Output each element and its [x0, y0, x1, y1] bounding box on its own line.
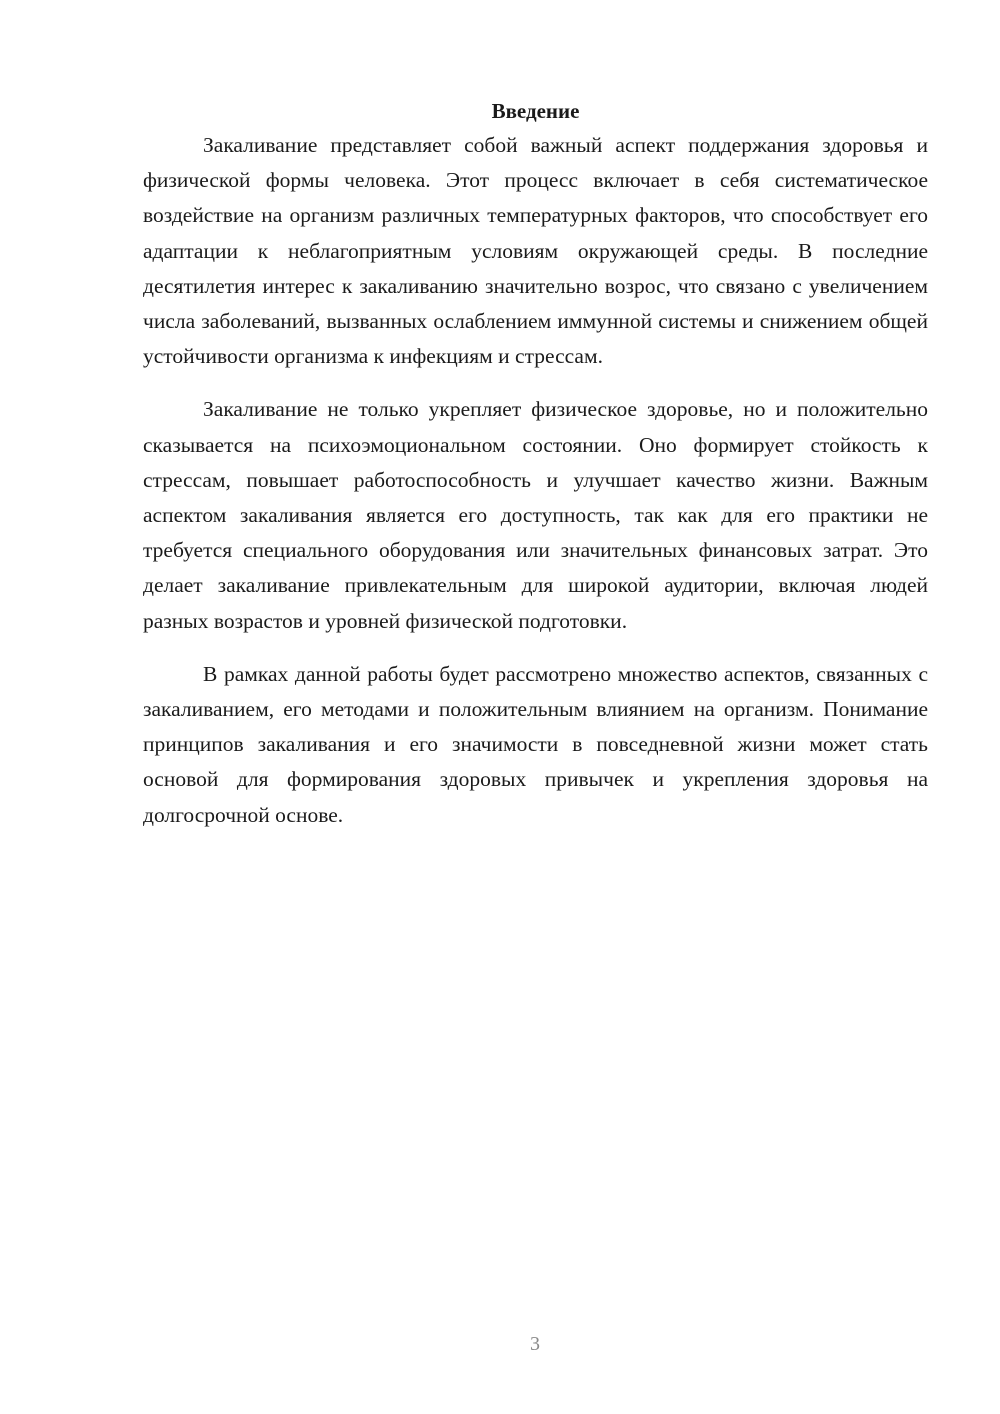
- page-content: [143, 94, 928, 833]
- paragraph-2: Закаливание не только укрепляет физическое здоровье, но и положительно сказывается на психоэмоциональном состоянии. Оно формирует стойкость к стрессам, повышает работоспособность и улучшает качество жизни. Важным аспектом закаливания является его доступность, так как для его практики не требуется специального оборудования или значительных финансовых затрат. Это делает закаливание привлекательным для широкой аудитории, включая людей разных возрастов и уровней физической подготовки.: [143, 397, 928, 633]
- paragraph-3: В рамках данной работы будет рассмотрено множество аспектов, связанных с закаливанием, его методами и положительным влиянием на организм. Понимание принципов закаливания и его значимости в повседневной жизни может стать основой для формирования здоровых привычек и укрепления здоровья на долгосрочной основе.: [143, 661, 928, 827]
- section-heading: Введение: [491, 99, 580, 123]
- paragraph-1: Закаливание представляет собой важный аспект поддержания здоровья и физической формы человека. Этот процесс включает в себя систематическое воздействие на организм различных температурных факторов, что способствует его адаптации к неблагоприятным условиям окружающей среды. В последние десятилетия интерес к закаливанию значительно возрос, что связано с увеличением числа заболеваний, вызванных ослаблением иммунной системы и снижением общей устойчивости организма к инфекциям и стрессам.: [143, 133, 928, 369]
- page-number: 3: [530, 1333, 540, 1355]
